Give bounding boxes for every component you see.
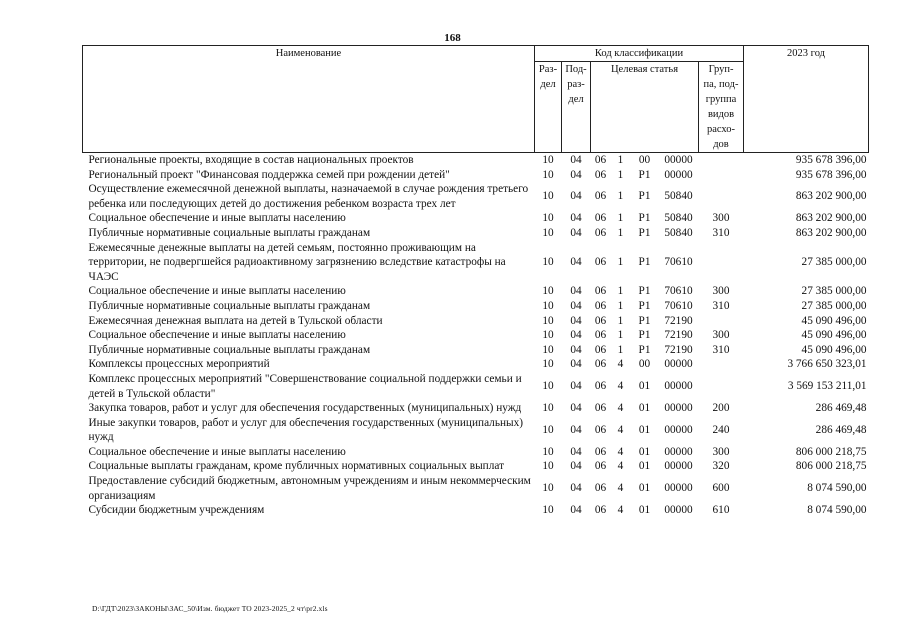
- row-subsection: 04: [570, 212, 582, 225]
- row-subsection: 04: [570, 299, 582, 312]
- table-row: [83, 503, 869, 518]
- row-expense-group: [699, 357, 744, 372]
- row-amount: 3 569 153 211,01: [787, 380, 867, 393]
- table-row: [83, 211, 869, 226]
- row-event: P1: [638, 299, 651, 312]
- row-subprogram: 4: [617, 482, 624, 495]
- page-number: 168: [444, 32, 461, 44]
- row-amount: 45 090 496,00: [801, 314, 867, 327]
- row-program: 06: [594, 504, 607, 517]
- row-expense-group: 300: [712, 285, 730, 298]
- row-direction: 00000: [664, 168, 693, 181]
- row-expense-group: [699, 168, 744, 183]
- row-program: 06: [594, 226, 607, 239]
- row-section: 10: [542, 256, 554, 269]
- row-name: Закупка товаров, работ и услуг для обеспечения государственных (муниципальных) нужд: [88, 402, 522, 415]
- row-name: Региональные проекты, входящие в состав национальных проектов: [88, 154, 414, 166]
- row-name: Комплексы процессных мероприятий: [88, 358, 270, 371]
- row-amount: 935 678 396,00: [795, 168, 867, 181]
- row-subprogram: 4: [617, 423, 624, 436]
- row-expense-group: 320: [712, 460, 730, 473]
- row-section: 10: [542, 358, 554, 371]
- header-subsection: Под- раз- дел: [562, 62, 591, 153]
- row-amount: 286 469,48: [815, 423, 867, 436]
- header-target-article: Целевая статья: [591, 62, 699, 153]
- row-name: Социальное обеспечение и иные выплаты населению: [88, 285, 346, 298]
- row-direction: 50840: [664, 190, 693, 203]
- row-expense-group: 600: [712, 482, 730, 495]
- row-direction: 70610: [664, 299, 693, 312]
- row-program: 06: [594, 402, 607, 415]
- row-amount: 863 202 900,00: [795, 190, 867, 203]
- row-subprogram: 1: [617, 314, 624, 327]
- row-subsection: 04: [570, 168, 582, 181]
- row-amount: 27 385 000,00: [801, 299, 867, 312]
- row-subprogram: 1: [617, 226, 624, 239]
- row-subprogram: 4: [617, 358, 624, 371]
- row-section: 10: [542, 423, 554, 436]
- row-name: Социальное обеспечение и иные выплаты населению: [88, 445, 346, 458]
- header-expense-group: Груп- па, под- группа видов расхо- дов: [699, 62, 744, 153]
- row-expense-group: 310: [712, 226, 730, 239]
- row-section: 10: [542, 299, 554, 312]
- row-name: Социальные выплаты гражданам, кроме публичных нормативных социальных выплат: [88, 460, 505, 473]
- row-subsection: 04: [570, 190, 582, 203]
- row-subsection: 04: [570, 256, 582, 269]
- row-direction: 00000: [664, 402, 693, 415]
- row-event: P1: [638, 190, 651, 203]
- row-direction: 72190: [664, 314, 693, 327]
- header-section: Раз- дел: [535, 62, 562, 153]
- row-amount: 45 090 496,00: [801, 329, 867, 342]
- row-event: P1: [638, 212, 651, 225]
- row-name: Ежемесячная денежная выплата на детей в Тульской области: [88, 314, 383, 327]
- row-event: 01: [638, 423, 651, 436]
- table-row: [83, 182, 869, 211]
- row-amount: 806 000 218,75: [795, 445, 867, 458]
- row-program: 06: [594, 190, 607, 203]
- table-row: [83, 168, 869, 183]
- row-expense-group: 310: [712, 343, 730, 356]
- row-amount: 8 074 590,00: [807, 504, 867, 517]
- row-subsection: 04: [570, 460, 582, 473]
- row-program: 06: [594, 256, 607, 269]
- row-direction: 00000: [664, 445, 693, 458]
- row-section: 10: [542, 314, 554, 327]
- row-name: Предоставление субсидий бюджетным, автономным учреждениям и иным некоммерческим организациям: [88, 475, 531, 502]
- row-subprogram: 1: [617, 343, 624, 356]
- row-direction: 00000: [664, 380, 693, 393]
- table-header: [83, 46, 869, 153]
- table-row: [83, 416, 869, 445]
- row-name: Публичные нормативные социальные выплаты гражданам: [88, 226, 371, 239]
- row-event: 01: [638, 402, 651, 415]
- row-amount: 286 469,48: [815, 402, 867, 415]
- row-name: Региональный проект "Финансовая поддержка семей при рождении детей": [88, 168, 450, 181]
- row-program: 06: [594, 329, 607, 342]
- row-section: 10: [542, 226, 554, 239]
- row-direction: 72190: [664, 343, 693, 356]
- row-section: 10: [542, 190, 554, 203]
- row-section: 10: [542, 168, 554, 181]
- row-expense-group: 610: [712, 504, 730, 517]
- row-subsection: 04: [570, 285, 582, 298]
- row-program: 06: [594, 460, 607, 473]
- row-direction: 00000: [664, 358, 693, 371]
- row-amount: 8 074 590,00: [807, 482, 867, 495]
- row-subsection: 04: [570, 329, 582, 342]
- row-amount: 45 090 496,00: [801, 343, 867, 356]
- row-expense-group: 300: [712, 445, 730, 458]
- row-expense-group: 240: [712, 423, 730, 436]
- row-subprogram: 1: [617, 329, 624, 342]
- table-row: [83, 284, 869, 299]
- row-event: P1: [638, 329, 651, 342]
- row-event: P1: [638, 256, 651, 269]
- row-direction: 72190: [664, 329, 693, 342]
- row-direction: 70610: [664, 256, 693, 269]
- row-event: 01: [638, 445, 651, 458]
- row-subprogram: 4: [617, 460, 624, 473]
- row-program: 06: [594, 154, 607, 166]
- row-direction: 00000: [664, 482, 693, 495]
- row-subprogram: 4: [617, 380, 624, 393]
- row-event: 01: [638, 482, 651, 495]
- table-row: [83, 241, 869, 285]
- row-event: 01: [638, 380, 651, 393]
- row-direction: 00000: [664, 423, 693, 436]
- row-section: 10: [542, 154, 554, 166]
- row-expense-group: 200: [712, 402, 730, 415]
- row-subprogram: 4: [617, 402, 624, 415]
- row-direction: 00000: [664, 460, 693, 473]
- row-program: 06: [594, 380, 607, 393]
- table-row: [83, 314, 869, 329]
- row-subsection: 04: [570, 154, 582, 166]
- row-subsection: 04: [570, 358, 582, 371]
- row-program: 06: [594, 168, 607, 181]
- row-subsection: 04: [570, 402, 582, 415]
- row-section: 10: [542, 504, 554, 517]
- row-direction: 50840: [664, 212, 693, 225]
- row-name: Ежемесячные денежные выплаты на детей семьям, постоянно проживающим на территории, не подвергшейся радиоактивному загрязнению вследствие катастрофы на ЧАЭС: [88, 241, 506, 283]
- row-name: Осуществление ежемесячной денежной выплаты, назначаемой в случае рождения третьего ребенка или последующих детей до достижения ребенком возраста трех лет: [88, 183, 529, 210]
- row-event: P1: [638, 168, 651, 181]
- row-event: 01: [638, 460, 651, 473]
- row-program: 06: [594, 358, 607, 371]
- row-direction: 70610: [664, 285, 693, 298]
- table-row: [83, 474, 869, 503]
- row-amount: 935 678 396,00: [795, 154, 867, 166]
- row-section: 10: [542, 482, 554, 495]
- table-body: [83, 153, 869, 518]
- row-program: 06: [594, 482, 607, 495]
- table-row: [83, 459, 869, 474]
- row-subsection: 04: [570, 445, 582, 458]
- row-expense-group: [699, 241, 744, 285]
- row-expense-group: [699, 182, 744, 211]
- header-name: Наименование: [83, 46, 535, 153]
- row-section: 10: [542, 343, 554, 356]
- row-program: 06: [594, 423, 607, 436]
- row-expense-group: [699, 153, 744, 168]
- row-expense-group: 300: [712, 329, 730, 342]
- row-subsection: 04: [570, 380, 582, 393]
- row-direction: 00000: [664, 504, 693, 517]
- row-amount: 863 202 900,00: [795, 226, 867, 239]
- row-subsection: 04: [570, 343, 582, 356]
- header-classification: Код классификации: [535, 46, 744, 62]
- row-subsection: 04: [570, 226, 582, 239]
- row-amount: 27 385 000,00: [801, 256, 867, 269]
- row-direction: 00000: [664, 154, 693, 166]
- budget-table-container: [82, 45, 868, 518]
- row-subprogram: 1: [617, 285, 624, 298]
- file-path-footer: D:\ГДТ\2023\ЗАКОНЫ\ЗАС_50\Изм. бюджет ТО 2023-2025_2 чт\pr2.xls: [92, 604, 328, 613]
- table-row: [83, 401, 869, 416]
- row-event: 00: [638, 358, 651, 371]
- row-section: 10: [542, 445, 554, 458]
- table-row: [83, 357, 869, 372]
- row-program: 06: [594, 314, 607, 327]
- table-row: [83, 328, 869, 343]
- row-program: 06: [594, 299, 607, 312]
- row-name: Комплекс процессных мероприятий "Совершенствование социальной поддержки семьи и детей в Тульской области": [88, 372, 522, 400]
- row-subprogram: 4: [617, 504, 624, 517]
- row-event: 00: [638, 154, 651, 166]
- table-row: [83, 445, 869, 460]
- row-amount: 3 766 650 323,01: [787, 358, 867, 371]
- row-section: 10: [542, 460, 554, 473]
- row-section: 10: [542, 285, 554, 298]
- row-amount: 863 202 900,00: [795, 212, 867, 225]
- row-subprogram: 1: [617, 212, 624, 225]
- row-expense-group: [699, 372, 744, 401]
- row-program: 06: [594, 445, 607, 458]
- row-event: P1: [638, 343, 651, 356]
- row-name: Субсидии бюджетным учреждениям: [88, 504, 265, 517]
- row-subprogram: 1: [617, 168, 624, 181]
- row-event: 01: [638, 504, 651, 517]
- row-program: 06: [594, 343, 607, 356]
- row-section: 10: [542, 380, 554, 393]
- row-name: Социальное обеспечение и иные выплаты населению: [88, 212, 346, 225]
- row-name: Публичные нормативные социальные выплаты гражданам: [88, 299, 371, 312]
- row-expense-group: [699, 314, 744, 329]
- table-row: [83, 299, 869, 314]
- row-event: P1: [638, 226, 651, 239]
- row-name: Иные закупки товаров, работ и услуг для обеспечения государственных (муниципальных) нужд: [88, 416, 524, 444]
- row-expense-group: 310: [712, 299, 730, 312]
- row-event: P1: [638, 314, 651, 327]
- row-subsection: 04: [570, 423, 582, 436]
- row-subsection: 04: [570, 482, 582, 495]
- row-section: 10: [542, 402, 554, 415]
- row-direction: 50840: [664, 226, 693, 239]
- row-amount: 806 000 218,75: [795, 460, 867, 473]
- row-subprogram: 1: [617, 256, 624, 269]
- table-row: [83, 372, 869, 401]
- row-subsection: 04: [570, 314, 582, 327]
- table-row: [83, 226, 869, 241]
- row-subprogram: 1: [617, 299, 624, 312]
- row-name: Публичные нормативные социальные выплаты гражданам: [88, 343, 371, 356]
- row-name: Социальное обеспечение и иные выплаты населению: [88, 329, 346, 342]
- row-expense-group: 300: [712, 212, 730, 225]
- row-subprogram: 1: [617, 190, 624, 203]
- row-subsection: 04: [570, 504, 582, 517]
- row-section: 10: [542, 329, 554, 342]
- header-year: 2023 год: [744, 46, 869, 153]
- row-program: 06: [594, 212, 607, 225]
- row-section: 10: [542, 212, 554, 225]
- row-event: P1: [638, 285, 651, 298]
- table-row: [83, 343, 869, 358]
- budget-table: [82, 45, 869, 518]
- row-subprogram: 1: [617, 154, 624, 166]
- row-amount: 27 385 000,00: [801, 285, 867, 298]
- row-subprogram: 4: [617, 445, 624, 458]
- table-row: [83, 153, 869, 168]
- row-program: 06: [594, 285, 607, 298]
